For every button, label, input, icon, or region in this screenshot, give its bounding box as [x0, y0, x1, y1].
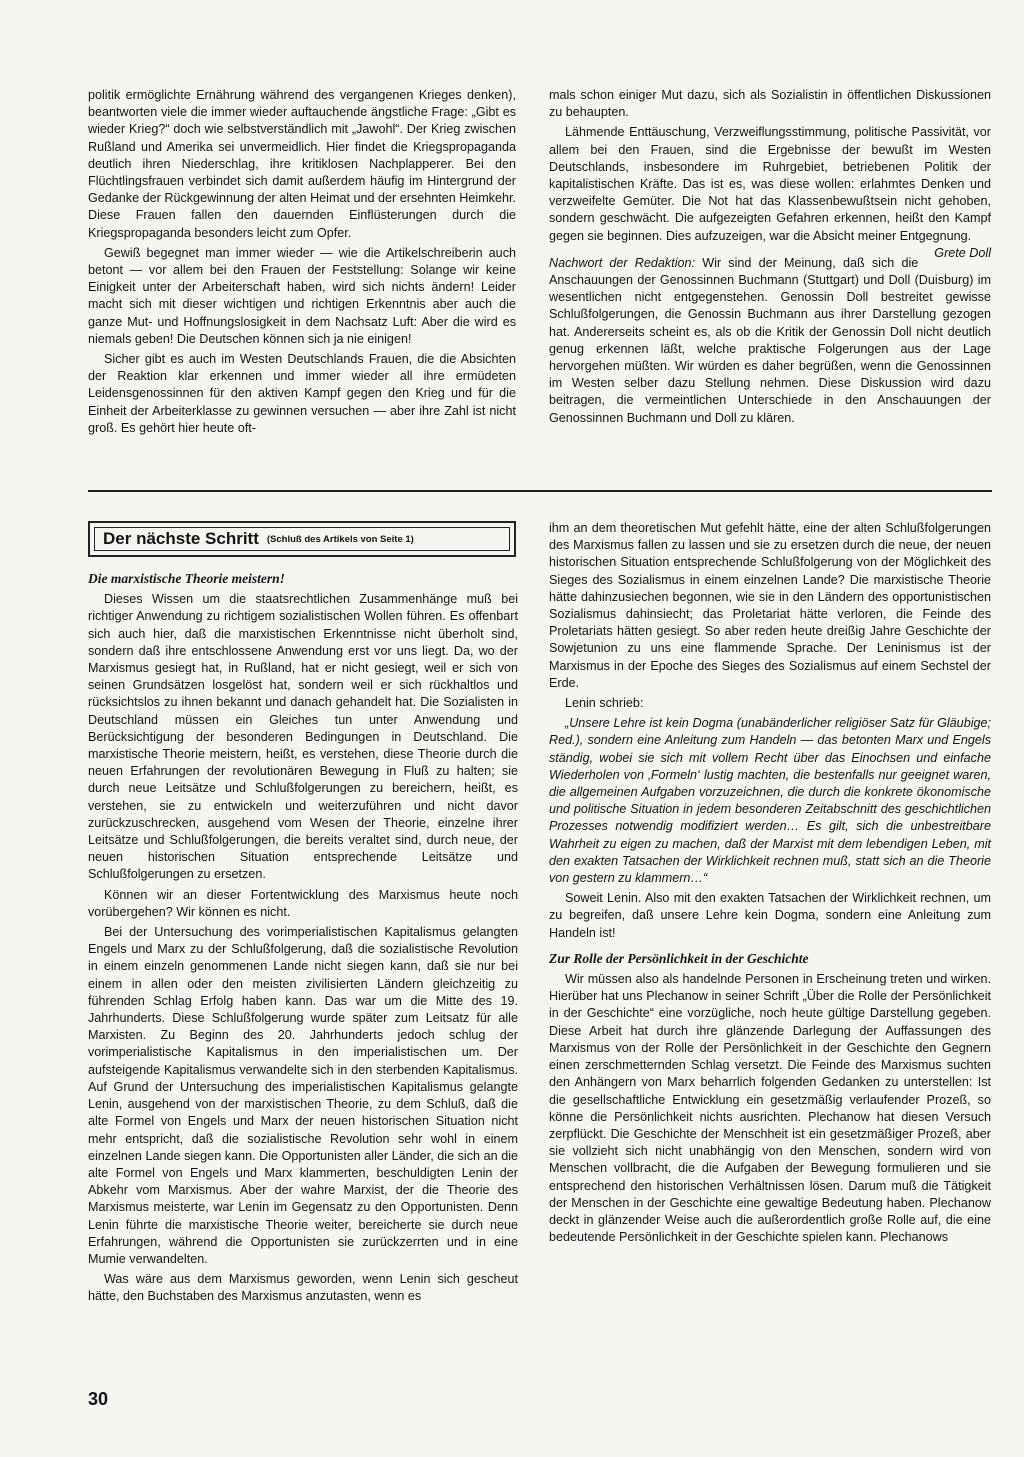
- article-title-frame: [94, 527, 510, 551]
- paragraph: Soweit Lenin. Also mit den exakten Tatsachen der Wirklichkeit rechnen, um zu begreifen, daß unsere Lehre kein Dogma, sondern eine Anleitung zum Handeln ist!: [549, 891, 991, 940]
- editorial-note-label: Nachwort der Redaktion:: [549, 255, 695, 270]
- section-divider: [88, 490, 992, 492]
- paragraph: Wir müssen also als handelnde Personen in Erscheinung treten und wirken. Hierüber hat uns Plechanow in seiner Schrift „Über die Rolle der Persönlichkeit in der Geschichte“ eine vorzügliche, noch heute gültige Darstellung gegeben. Diese Arbeit hat durch ihre glänzende Darlegung der Auffassungen des Marxismus von der Rolle der Persönlichkeit in der Geschichte den Gegnern einen zerschmetternden Schlag versetzt. Die Feinde des Marxismus suchten den Anhängern von Marx beharrlich folgenden Gedanken zu unterstellen: Ist die gesellschaftliche Entwicklung ein gesetzmäßig verlaufender Prozeß, so könne die Persönlichkeit nichts ausrichten. Plechanow hat diesen Versuch zerpflückt. Die Geschichte der Menschheit ist ein gesetzmäßiger Prozeß, aber sie vollzieht sich nicht unabhängig von den Menschen, sondern wird von Menschen vollbracht, die die Aufgaben der Bewegung formulieren und sie entsprechend den historischen Verhältnissen lösen. Darum muß die Tätigkeit der Menschen in der Geschichte eine gewaltige Bedeutung haben. Plechanow deckt in glänzender Weise auch die außerordentlich große Rolle auf, die eine bedeutende Persönlichkeit in der Geschichte spielen kann. Plechanows: [549, 972, 991, 1245]
- article-title-box: [88, 521, 516, 557]
- paragraph: ihm an dem theoretischen Mut gefehlt hätte, eine der alten Schlußfolgerungen des Marxismus fallen zu lassen und sie zu ersetzen durch die neue, der neuen historischen Situation entsprechende Schlußfolgerung von der Möglichkeit des Sieges des Sozialismus in einem einzelnen Lande? Die marxistische Theorie hätte dahinzusiechen begonnen, wie sie in den Ländern des opportunistischen Sozialismus dahinsiecht; das Proletariat hätte verloren, die Feinde des Proletariats hätten gesiegt. So aber reden heute dreißig Jahre Geschichte der Sowjetunion zu uns eine flammende Sprache. Der Leninismus ist der Marxismus in der Epoche des Sieges des Sozialismus auf einem Sechstel der Erde.: [549, 521, 991, 690]
- paragraph: Sicher gibt es auch im Westen Deutschlands Frauen, die die Absichten der Reaktion klar erkennen und immer wieder all ihre ermüdeten Leidensgenossinnen für den aktiven Kampf gegen den Krieg und für die Einheit der Arbeiterklasse zu gewinnen versuchen — aber ihre Zahl ist nicht groß. Es gehört hier heute oft-: [88, 352, 516, 435]
- paragraph: Was wäre aus dem Marxismus geworden, wenn Lenin sich gescheut hätte, den Buchstaben des Marxismus anzutasten, wenn es: [88, 1272, 518, 1304]
- editorial-note-text: Wir sind der Meinung, daß sich die Anschauungen der Genossinnen Buchmann (Stuttgart) und Doll (Duisburg) im wesentlichen nicht entgegenstehen. Genossin Doll bestreitet gewisse Schlußfolgerungen, die Genossin Buchmann aus ihrer Darstellung gezogen hat. Andererseits scheint es, als ob die Kritik der Genossin Doll nicht deutlich genug erkennen läßt, welche praktische Folgerungen aus der Lage hervorgehen müßten. Wir würden es daher begrüßen, wenn die Genossinnen im Westen selber dazu Stellung nehmen. Diese Diskussion wird dazu beitragen, die vermeintlichen Unterschiede in den Anschauungen der Genossinnen Buchmann und Doll zu klären.: [549, 255, 991, 425]
- author-signature: Grete Doll: [934, 245, 991, 260]
- article-left-column: [88, 566, 518, 1306]
- page-number: 30: [88, 1389, 109, 1409]
- section-heading: Zur Rolle der Persönlichkeit in der Geschichte: [549, 950, 809, 966]
- editorial-note: [549, 255, 991, 427]
- lenin-quote: „Unsere Lehre ist kein Dogma (unabänderlicher religiöser Satz für Gläubige; Red.), sondern eine Anleitung zum Handeln — das betonten Marx und Engels ständig, wobei sie sich mit vollem Recht über das Einochsen und einfache Wiederholen von ‚Formeln‘ lustig machten, die bestenfalls nur geeignet waren, die allgemeinen Aufgaben vorzuzeichnen, die durch die konkrete ökonomische und politische Situation in jedem besonderen Zeitabschnitt des geschichtlichen Prozesses notwendig modifiziert werden… Es gilt, sich die unbestreitbare Wahrheit zu eigen zu machen, daß der Marxist mit dem lebendigen Leben, mit den exakten Tatsachen der Wirklichkeit rechnen muß, statt sich an die Theorie von gestern zu klammern…“: [549, 716, 991, 886]
- paragraph-text: Lähmende Enttäuschung, Verzweiflungsstimmung, politische Passivität, vor allem bei den Frauen, sind die Ergebnisse der bewußt im Westen Deutschlands, insbesondere im Ruhrgebiet, betriebenen Politik der kapitalistischen Kräfte. Das ist es, was diese wollen: erlahmtes Denken und verzweifelte Gemüter. Die Not hat das Klassenbewußtsein nicht gehoben, sondern geschwächt. Die aufgezeigten Gefahren erkennen, heißt den Kampf gegen sie beginnen. Dies aufzuzeigen, war die Absicht meiner Entgegnung.: [549, 125, 991, 243]
- section-heading: Die marxistische Theorie meistern!: [88, 571, 285, 586]
- article-subtitle: (Schluß des Artikels von Seite 1): [266, 533, 414, 545]
- paragraph: Dieses Wissen um die staatsrechtlichen Zusammenhänge muß bei richtiger Anwendung zu richtigem sozialistischen Wollen führen. Es offenbart sich auch hier, daß die marxistischen Erkenntnisse nicht überholt sind, sondern daß ihre entschlossene Anwendung erst vor uns liegt. Da, wo der Marxismus gesiegt hat, in Rußland, hat er nicht gesiegt, weil er sich von seinen Grundsätzen losgelöst hat, sondern weil er sich rückhaltlos und rücksichtslos zu ihnen bekannt und danach gehandelt hat. Die Sozialisten in Deutschland müssen ein Gleiches tun unter Anwendung und Berücksichtigung der besonderen Bedingungen in Deutschland. Die marxistische Theorie meistern, heißt, es verstehen, diese Theorie durch die neuen Erfahrungen der revolutionären Bewegung in Fluß zu halten; sie durch neue Leitsätze und Schlußfolgerungen zu bereichern, heißt, es verstehen, sie zu entwickeln und weiterzuführen und nicht davor zurückzuschrecken, ausgehend vom Wesen der Theorie, einzelne ihrer Leitsätze und Schlußfolgerungen, die bereits veraltet sind, durch neue, der neuen historischen Situation entsprechende Leitsätze und Schlußfolgerungen zu ersetzen.: [88, 592, 518, 882]
- paragraph: politik ermöglichte Ernährung während des vergangenen Krieges denken), beantworten viele die immer wieder auftauchende ängstliche Frage: „Gibt es wieder Krieg?“ doch wie selbstverständlich mit „Jawohl“. Der Krieg zwischen Rußland und Amerika sei unvermeidlich. Hier findet die Kriegspropaganda deutlich ihren Niederschlag, ihre kritiklosen Nachplapperer. Bei den Flüchtlingsfrauen verbindet sich damit außerdem häufig im Hintergrund der Gedanke der Rückgewinnung der alten Heimat und der ersehnten Heimkehr. Diese Frauen fallen den dauernden Einflüsterungen durch die Kriegspropaganda besonders leicht zum Opfer.: [88, 88, 516, 240]
- top-right-column: [549, 87, 991, 427]
- paragraph: Bei der Untersuchung des vorimperialistischen Kapitalismus gelangten Engels und Marx zu der Schlußfolgerung, daß die sozialistische Revolution in einem einzeln genommenen Lande nicht siegen kann, daß sie nur bei einem in allen oder den meisten zivilisierten Ländern gleichzeitig zu führenden Schlag Erfolg haben kann. Das war um die Mitte des 19. Jahrhunderts. Diese Schlußfolgerung wurde später zum Leitsatz für alle Marxisten. Zu Beginn des 20. Jahrhunderts jedoch schlug der vorimperialistische Kapitalismus in den imperialistischen um. Der aufsteigende Kapitalismus verwandelte sich in den sterbenden Kapitalismus. Auf Grund der Untersuchung des imperialistischen Kapitalismus gelangte Lenin, ausgehend von der marxistischen Theorie, zu dem Schluß, daß die alte Formel von Engels und Marx der neuen historischen Situation nicht mehr entspricht, daß die sozialistische Revolution sehr wohl in einem einzelnen Lande siegen kann. Die Opportunisten aller Länder, die sich an die alte Formel von Engels und Marx klammerten, beschuldigten Lenin der Abkehr vom Marxismus. Aber der wahre Marxist, der die Theorie des Marxismus meisterte, war Lenin im Gegensatz zu den Opportunisten. Denn Lenin führte die marxistische Theorie weiter, bereicherte sie durch neue Erfahrungen, während die Opportunisten sie zurückzerrten und in eine Mumie verwandelten.: [88, 925, 518, 1266]
- top-left-column: [88, 87, 516, 437]
- paragraph: mals schon einiger Mut dazu, sich als Sozialistin in öffentlichen Diskussionen zu behaupten.: [549, 88, 991, 120]
- article-right-column: [549, 520, 991, 1246]
- paragraph: Können wir an dieser Fortentwicklung des Marxismus heute noch vorübergehen? Wir können es nicht.: [88, 887, 518, 919]
- paragraph: [549, 124, 991, 260]
- article-title: Der nächste Schritt: [103, 529, 259, 548]
- paragraph: Lenin schrieb:: [565, 696, 644, 711]
- paragraph: Gewiß begegnet man immer wieder — wie die Artikelschreiberin auch betont — vor allem bei den Frauen der Feststellung: Solange wir keine Einigkeit unter der Arbeiterschaft haben, wird sich nichts ändern! Leider macht sich mit dieser wichtigen und richtigen Erkenntnis aber auch die ganze Mut- und Hoffnungslosigkeit in dem Nachsatz Luft: Aber die wird es niemals geben! Die Deutschen können sich ja nie einigen!: [88, 245, 516, 346]
